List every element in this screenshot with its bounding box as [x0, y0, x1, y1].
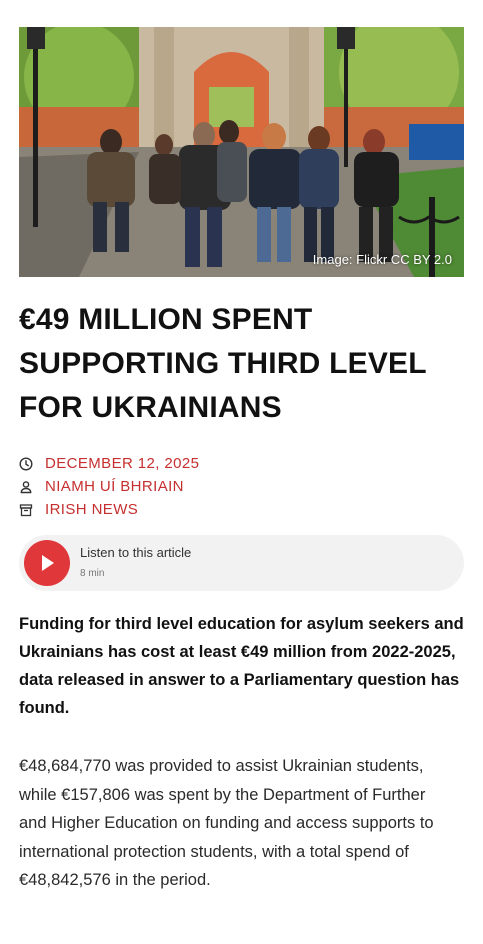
- hero-image: [19, 27, 464, 277]
- meta-date[interactable]: [19, 452, 464, 475]
- image-credit: Image: Flickr CC BY 2.0: [312, 252, 452, 267]
- player-duration: 8 min: [80, 568, 105, 579]
- article-category[interactable]: IRISH NEWS: [45, 501, 139, 518]
- article-date[interactable]: DECEMBER 12, 2025: [45, 455, 200, 472]
- archive-box-icon: [19, 503, 33, 517]
- play-button[interactable]: [24, 540, 70, 586]
- article-title: €49 MILLION SPENT SUPPORTING THIRD LEVEL FOR UKRAINIANS: [19, 303, 427, 424]
- article-paragraph: €48,684,770 was provided to assist Ukrainian students, while €157,806 was spent by the Department of Further and Higher Education on funding and access supports to international protection students, with a total spend of €48,842,576 in the period.: [19, 757, 434, 889]
- player-label: Listen to this article: [80, 545, 192, 560]
- article-meta: [19, 452, 464, 521]
- meta-category[interactable]: [19, 498, 464, 521]
- article-lead: Funding for third level education for asylum seekers and Ukrainians has cost at least €49 million from 2022-2025, data released in answer to a Parliamentary question has found.: [19, 615, 464, 717]
- audio-player: [19, 535, 464, 591]
- play-icon: [38, 553, 56, 573]
- clock-icon: [19, 457, 33, 471]
- person-icon: [19, 480, 33, 494]
- meta-author[interactable]: [19, 475, 464, 498]
- article-author[interactable]: NIAMH UÍ BHRIAIN: [45, 478, 184, 495]
- campus-photo: [19, 27, 464, 277]
